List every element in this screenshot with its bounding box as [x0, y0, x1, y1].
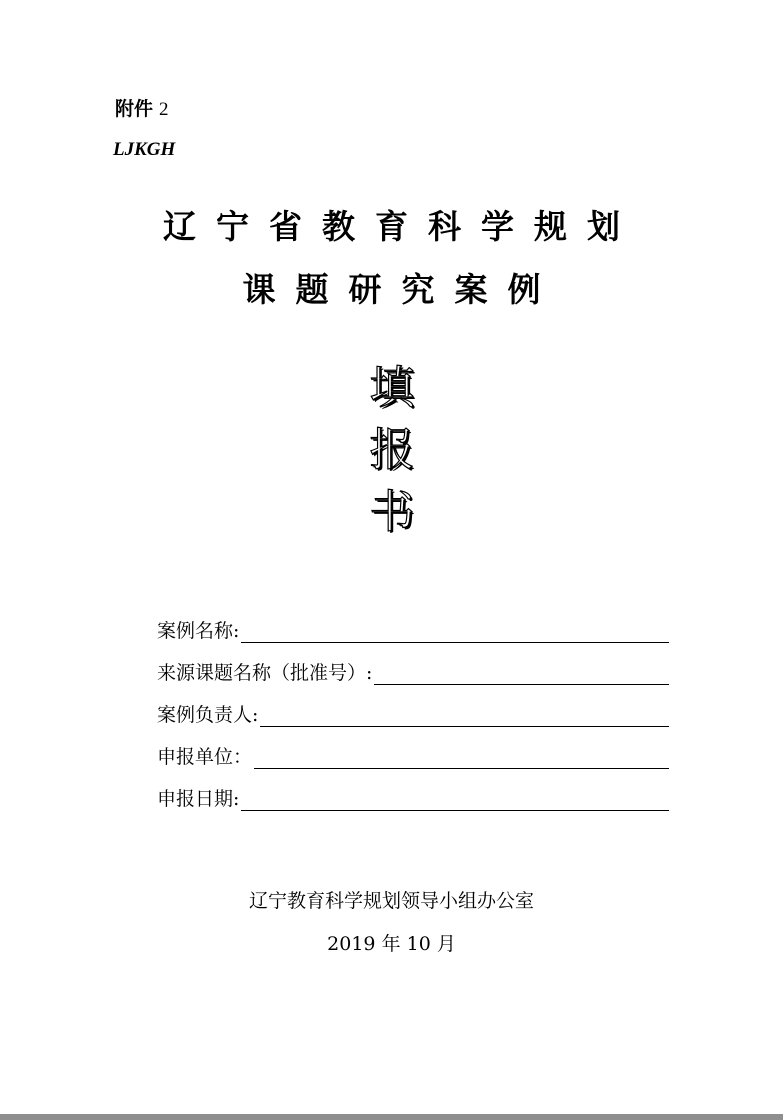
- fill-in-line[interactable]: [254, 746, 669, 769]
- title-line-2: 课题研究案例: [242, 270, 561, 309]
- issuing-office: 辽宁教育科学规划领导小组办公室: [248, 890, 534, 912]
- issue-date: 2019 年 10 月: [327, 933, 456, 955]
- fill-in-line[interactable]: [260, 704, 669, 727]
- field-label: 来源课题名称（批准号）:: [157, 662, 373, 684]
- attachment-number: 2: [159, 99, 169, 120]
- page-bottom-border: [0, 1114, 783, 1120]
- field-applicant-unit: [157, 741, 677, 769]
- field-source-topic: [157, 657, 677, 685]
- field-label: 案例名称:: [157, 620, 240, 642]
- form-title-char-1: 填: [369, 361, 415, 414]
- field-case-leader: [157, 699, 677, 727]
- title-line-1: 辽宁省教育科学规划: [163, 207, 640, 246]
- fill-in-line[interactable]: [241, 788, 669, 811]
- fill-in-line[interactable]: [241, 620, 669, 643]
- form-title-char-3: 书: [369, 485, 415, 538]
- field-label: 申报单位：: [157, 746, 253, 768]
- field-label: 案例负责人:: [157, 704, 259, 726]
- document-code: LJKGH: [113, 139, 176, 160]
- field-case-name: [157, 615, 677, 643]
- field-label: 申报日期:: [157, 788, 240, 810]
- fill-in-line[interactable]: [374, 662, 669, 685]
- attachment-text: 附件: [115, 98, 154, 120]
- form-title-char-2: 报: [369, 423, 415, 476]
- field-application-date: [157, 783, 677, 811]
- form-title: [367, 357, 417, 543]
- form-fields: [157, 615, 677, 825]
- attachment-label: [115, 94, 169, 121]
